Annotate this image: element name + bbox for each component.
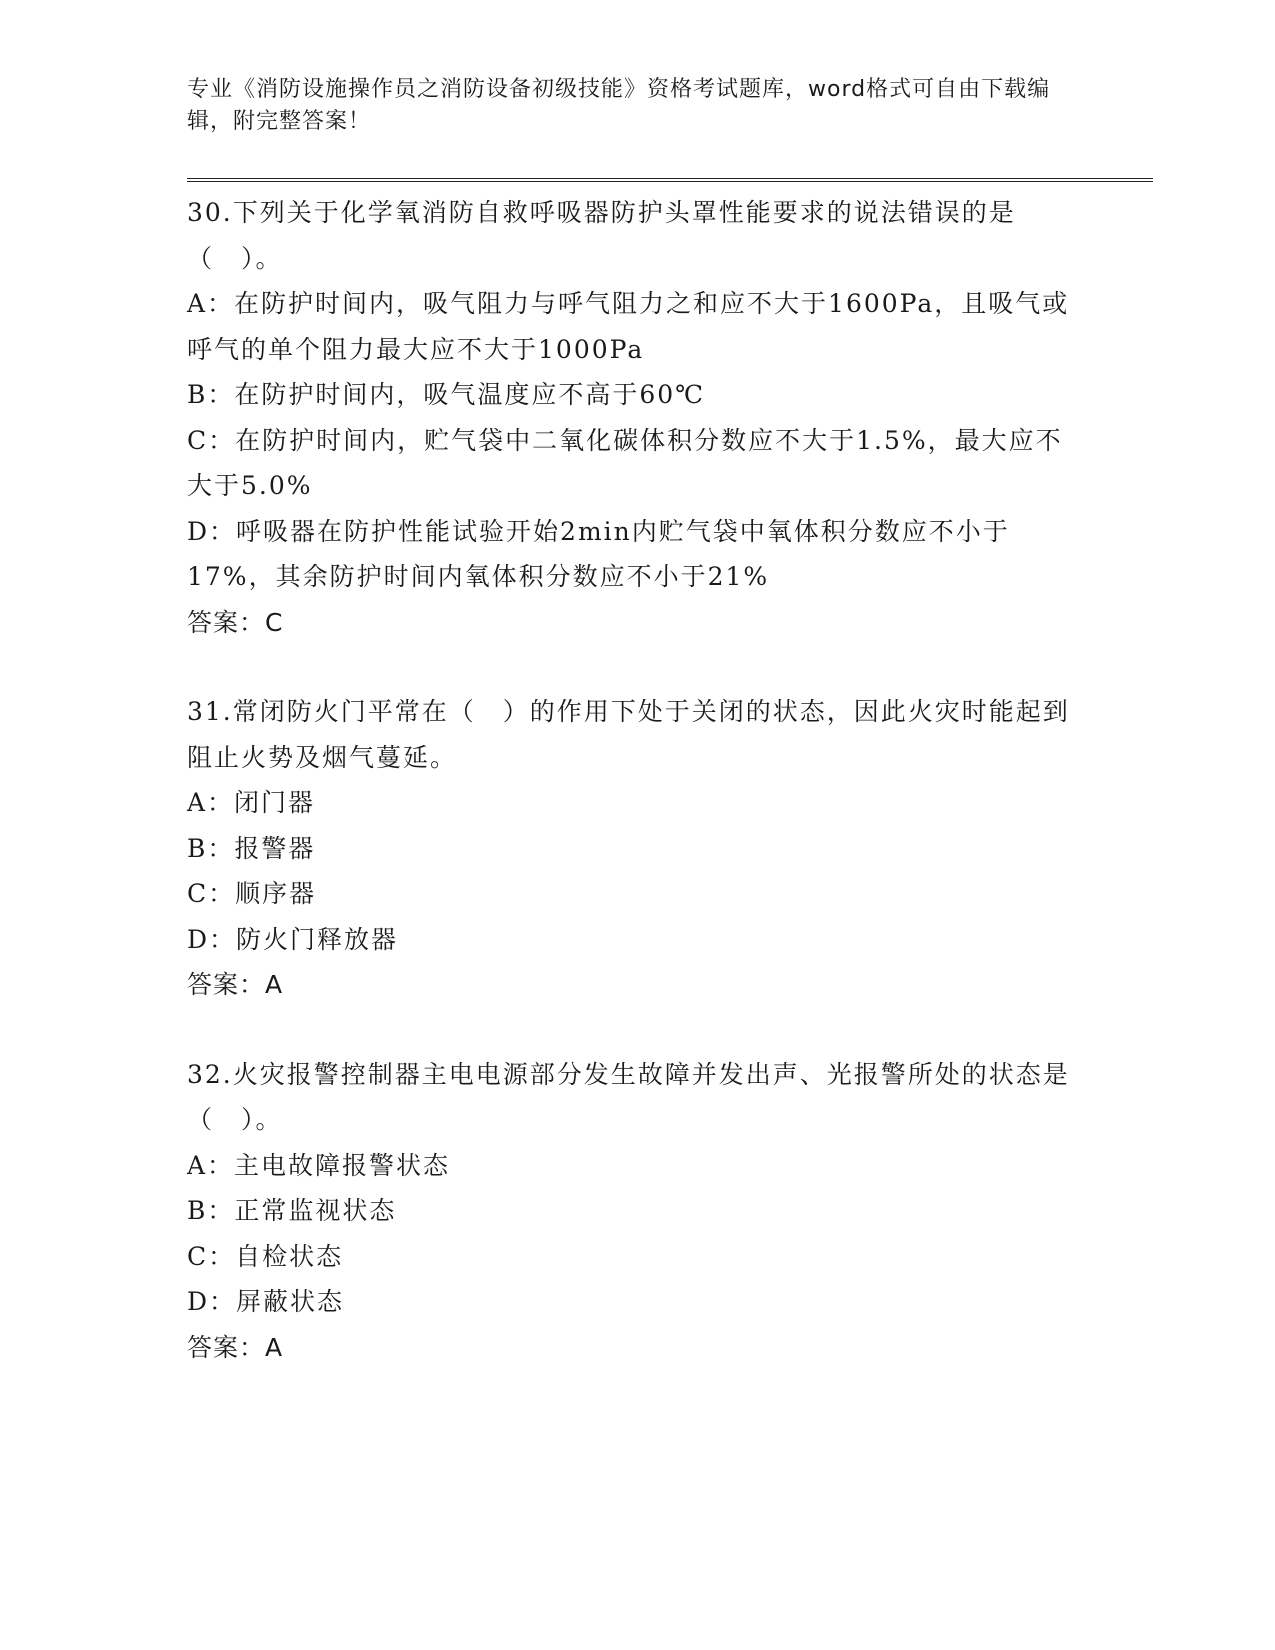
question-30: [187, 190, 1087, 645]
option-b: B：报警器: [187, 833, 316, 863]
option-c: C：顺序器: [187, 879, 317, 908]
question-31: [187, 689, 1087, 1008]
question-stem: 30.下列关于化学氧消防自救呼吸器防护头罩性能要求的说法错误的是（ ）。: [187, 198, 1016, 273]
answer-label: 答案：C: [187, 607, 284, 637]
option-d: D：防火门释放器: [187, 924, 399, 954]
option-d: D：屏蔽状态: [187, 1287, 345, 1316]
option-a: A：在防护时间内，吸气阻力与呼气阻力之和应不大于1600Pa，且吸气或呼气的单个阻力最大应不大于1000Pa: [187, 289, 1070, 364]
question-stem: 32.火灾报警控制器主电电源部分发生故障并发出声、光报警所处的状态是（ ）。: [187, 1059, 1070, 1134]
question-list: [187, 190, 1087, 1370]
answer-label: 答案：A: [187, 970, 284, 999]
answer-label: 答案：A: [187, 1332, 284, 1362]
option-c: C：自检状态: [187, 1241, 344, 1271]
option-c: C：在防护时间内，贮气袋中二氧化碳体积分数应不大于1.5%，最大应不大于5.0%: [187, 425, 1063, 500]
option-b: B：在防护时间内，吸气温度应不高于60℃: [187, 380, 706, 409]
question-stem: 31.常闭防火门平常在（ ）的作用下处于关闭的状态，因此火灾时能起到阻止火势及烟气蔓延。: [187, 697, 1070, 772]
header-divider: [187, 178, 1153, 182]
option-a: A：主电故障报警状态: [187, 1150, 451, 1180]
option-b: B：正常监视状态: [187, 1196, 397, 1225]
option-a: A：闭门器: [187, 788, 316, 817]
document-header: 专业《消防设施操作员之消防设备初级技能》资格考试题库，word格式可自由下载编辑，附完整答案！: [187, 77, 1051, 134]
question-32: [187, 1052, 1087, 1371]
option-d: D：呼吸器在防护性能试验开始2min内贮气袋中氧体积分数应不小于17%，其余防护时间内氧体积分数应不小于21%: [187, 516, 1010, 591]
